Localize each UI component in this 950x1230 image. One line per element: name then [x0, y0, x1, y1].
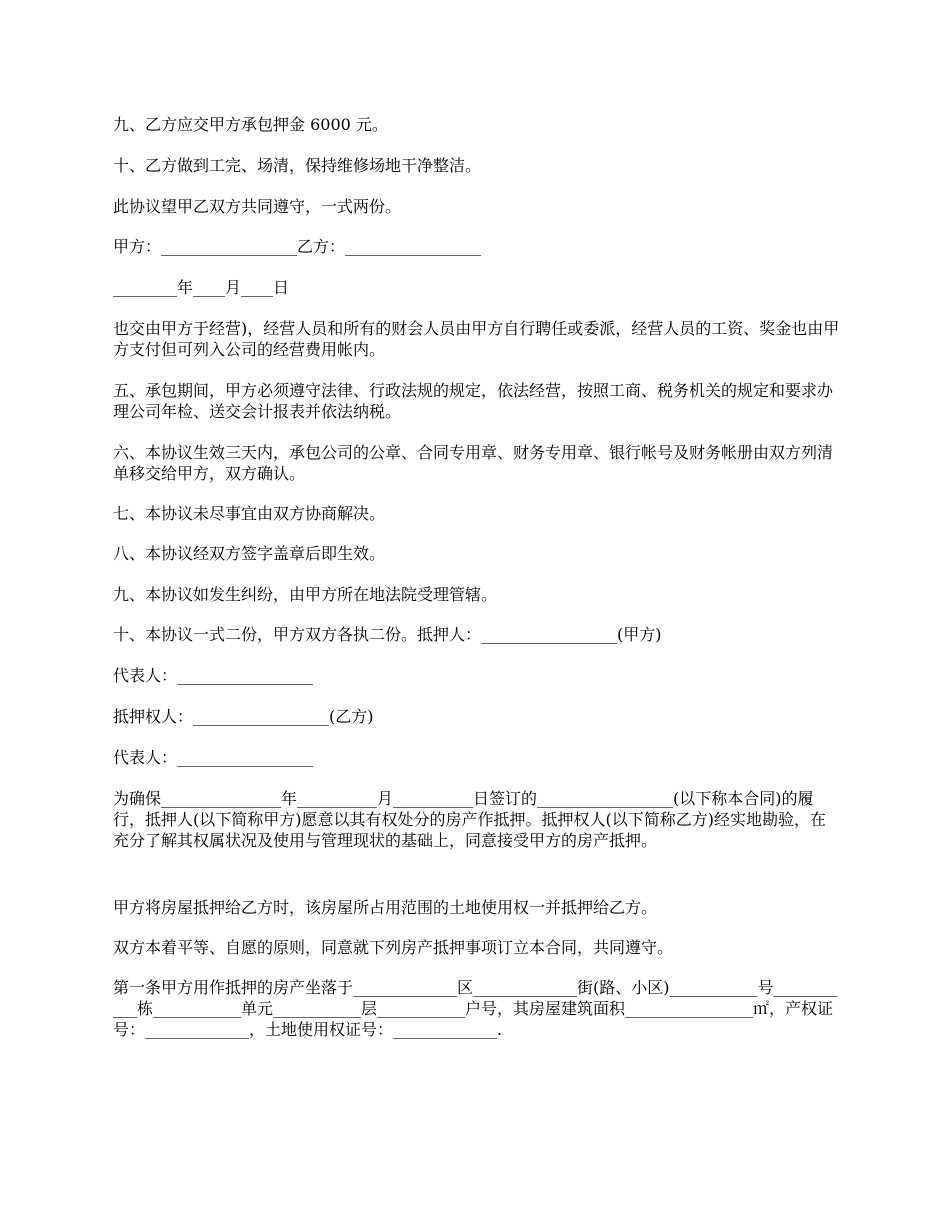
clause-8-effectiveness: 八、本协议经双方签字盖章后即生效。 — [113, 544, 386, 563]
equality-principle-paragraph: 双方本着平等、自愿的原则，同意就下列房产抵押事项订立本合同，共同遵守。 — [113, 938, 674, 957]
clause-9-deposit: 九、乙方应交甲方承包押金 6000 元。 — [113, 115, 388, 134]
clause-9-dispute: 九、本协议如发生纠纷，由甲方所在地法院受理管辖。 — [113, 585, 498, 604]
mortgage-purpose-paragraph: 为确保_______________年__________月__________日签订的_________________(以下称本合同)的履行，抵押人(以下简称甲方)愿意以其有权处分的房产作抵押。抵押权人(以下简称乙方)经实地勘验，在充分了解其权属状况及使用与管理现状的基础上，同意接受甲方的房产抵押。 — [113, 789, 826, 850]
clause-7-unresolved-matters: 七、本协议未尽事宜由双方协商解决。 — [113, 504, 386, 523]
representative-line-1: 代表人：_________________ — [113, 666, 314, 685]
agreement-note: 此协议望甲乙双方共同遵守，一式两份。 — [113, 197, 402, 216]
date-line: ________年____月____日 — [113, 278, 290, 297]
clause-10-copies-mortgagor: 十、本协议一式二份，甲方双方各执二份。抵押人：_________________(甲方) — [113, 625, 662, 644]
clause-6-seals-transfer: 六、本协议生效三天内，承包公司的公章、合同专用章、财务专用章、银行帐号及财务帐册由双方列清单移交给甲方，双方确认。 — [113, 443, 834, 483]
mortgagee-line: 抵押权人：_________________(乙方) — [113, 707, 374, 726]
article-1-property-location: 第一条甲方用作抵押的房产坐落于_____________区_____________街(路、小区)___________号___________栋___________单元___________层___________户号，其房屋建筑面积________________㎡，产权证号：_____________，土地使用权证号：_____________. — [113, 978, 838, 1039]
land-use-right-paragraph: 甲方将房屋抵押给乙方时，该房屋所占用范围的土地使用权一并抵押给乙方。 — [113, 898, 658, 917]
clause-staff-payment: 也交由甲方于经营)，经营人员和所有的财会人员由甲方自行聘任或委派，经营人员的工资、奖金也由甲方支付但可列入公司的经营费用帐内。 — [113, 319, 840, 359]
clause-10-cleanup: 十、乙方做到工完、场清，保持维修场地干净整洁。 — [113, 156, 482, 175]
clause-5-legal-operation: 五、承包期间，甲方必须遵守法律、行政法规的规定，依法经营，按照工商、税务机关的规定和要求办理公司年检、送交会计报表并依法纳税。 — [113, 381, 834, 421]
representative-line-2: 代表人：_________________ — [113, 748, 314, 767]
signature-line-parties: 甲方：_________________乙方：_________________ — [113, 237, 482, 256]
